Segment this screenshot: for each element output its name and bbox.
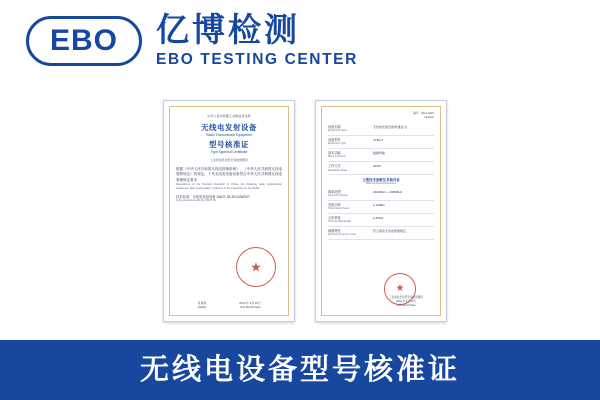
cert2-row — [328, 123, 434, 136]
cert2-row-label — [328, 164, 370, 172]
cert2-serial-label-en: Number — [424, 115, 434, 119]
cert1-subtitle-cn: 型号核准证 — [209, 139, 249, 149]
cert1-issue-date — [220, 301, 280, 309]
cert2-row-value: XTBL-T — [373, 138, 384, 143]
cert1-body — [176, 167, 282, 191]
cert2-row — [328, 149, 434, 162]
cert2-section-title — [328, 175, 434, 188]
cert1-standard-en: In the provisions with the CMIIT ID: — [176, 199, 217, 203]
cert1-title-cn: 无线电发射设备 — [201, 122, 257, 132]
cert1-validity-label-cn: 有效期 — [197, 300, 207, 305]
cert2-param-label-cn: 占用带宽 — [328, 216, 341, 221]
cert1-title-en: Radio Transmission Equipment — [206, 132, 252, 137]
cert2-param-value: ≤ 10dBm — [373, 202, 385, 207]
cert1-body-en: Regulations of the People's Republic of China, the following radio transmission equipment, after examination, conforms to the provisions on the Radio — [176, 183, 282, 190]
cert1-standard-cn: 技术标准：无线电发射设备 JWGT 28-2013JWG07 — [176, 194, 250, 199]
cert2-row-value: 无线电发射设备/核准证书 — [373, 125, 407, 129]
cert2-param-row — [328, 201, 434, 214]
cert1-red-seal-stamp — [236, 247, 276, 287]
cert2-row-label — [328, 151, 370, 159]
cert2-section-title-cn: 主要技术参数及其他内容 — [362, 178, 400, 183]
cert2-param-label-en: Frequency Range — [328, 194, 348, 198]
brand-block — [156, 10, 358, 69]
cert2-footer-issuer: 工业和信息化部无线电管理局 — [389, 296, 423, 300]
caption-text: 无线电设备型号核准证 — [139, 353, 460, 386]
certificate-page-2-inner — [321, 106, 441, 316]
cert2-row-label-cn: 基本功能 — [328, 151, 341, 156]
cert1-validity — [178, 301, 226, 309]
cert2-footer-date-en: Year Month Date — [396, 304, 416, 308]
cert1-validity-label-en: Validity — [197, 304, 207, 309]
cert2-row-label — [328, 125, 370, 133]
cert2-row-label-cn: 设备名称 — [328, 125, 341, 129]
cert2-row-label-en: Equipment Name — [328, 129, 348, 133]
cert2-footer — [380, 296, 432, 308]
brand-name-en: EBO TESTING CENTER — [156, 50, 358, 68]
caption-band — [0, 340, 600, 400]
cert2-section-title-en: Main Technical Parameters — [365, 182, 397, 186]
cert2-param-row — [328, 214, 434, 227]
cert2-row — [328, 162, 434, 175]
ebo-logo — [26, 16, 142, 66]
cert2-row — [328, 136, 434, 149]
cert2-param-row — [328, 188, 434, 201]
cert2-param-label-en: Occupied Bandwidth — [328, 220, 351, 224]
cert2-footer-date: 2013 年 6月 20日 — [395, 300, 417, 304]
cert2-param-label-en: Spurious Emission Limits — [328, 233, 356, 237]
cert2-serial-value: 2013-0207 — [421, 112, 434, 115]
certificate-page-1 — [163, 100, 295, 322]
certificate-page-1-inner — [169, 106, 289, 316]
cert1-standard — [176, 195, 282, 203]
cert1-issue-date-cn: 2013 年 6月 20日 — [239, 300, 261, 305]
cert2-param-label-en: Transmitting Power — [328, 207, 350, 211]
cert2-row-label-en: Modulation Mode — [328, 168, 348, 172]
cert2-param-value: 2402MHz ~ 2480MHz — [373, 189, 403, 194]
cert2-row-label — [328, 138, 370, 146]
cert2-row-label-cn: 设备型号 — [328, 138, 341, 143]
cert2-param-label — [328, 229, 370, 237]
cert2-param-label-cn: 发射功率 — [328, 202, 341, 207]
cert1-body-cn: 根据《中华人民共和国无线电管理条例》、《中华人民共和国无线电管制规定》的规定，下列无线电发射设备符合中华人民共和国无线电管理规定要求： — [176, 167, 282, 182]
cert2-param-value: 符合国家无线电管理规定 — [373, 229, 407, 234]
cert2-param-value: ≤ 2MHz — [373, 216, 384, 221]
logo-text: EBO — [49, 24, 118, 57]
cert2-param-label-cn: 频率范围 — [328, 189, 341, 194]
cert2-serial-label: 编号： — [413, 112, 422, 115]
cert2-param-label — [328, 203, 370, 211]
certificate-page-2 — [315, 100, 447, 322]
brand-name-cn: 亿博检测 — [156, 10, 300, 48]
cert2-param-label — [328, 190, 370, 198]
cert2-param-label — [328, 216, 370, 224]
page-header — [0, 0, 600, 82]
certificate-images — [0, 82, 600, 340]
cert2-row-label-cn: 工作方式 — [328, 164, 341, 169]
cert2-serial — [328, 112, 434, 120]
cert1-issue-date-en: Year Month Date — [239, 304, 261, 309]
cert2-param-row — [328, 227, 434, 240]
cert2-param-label-cn: 频谱特性 — [328, 229, 341, 234]
cert1-issuer-line: 工业和信息化部无线电管理局 — [210, 158, 248, 163]
cert1-subtitle-en: Type Approval Certificate — [210, 150, 248, 155]
cert2-row-label-en: Basic Functions — [328, 155, 346, 159]
cert2-row-value: GFSK — [373, 164, 382, 169]
cert2-row-value: 数据传输 — [373, 151, 386, 156]
cert2-row-label-en: Equipment Type — [328, 142, 347, 146]
cert1-org-line: 中华人民共和国工业和信息化部 — [207, 114, 251, 118]
